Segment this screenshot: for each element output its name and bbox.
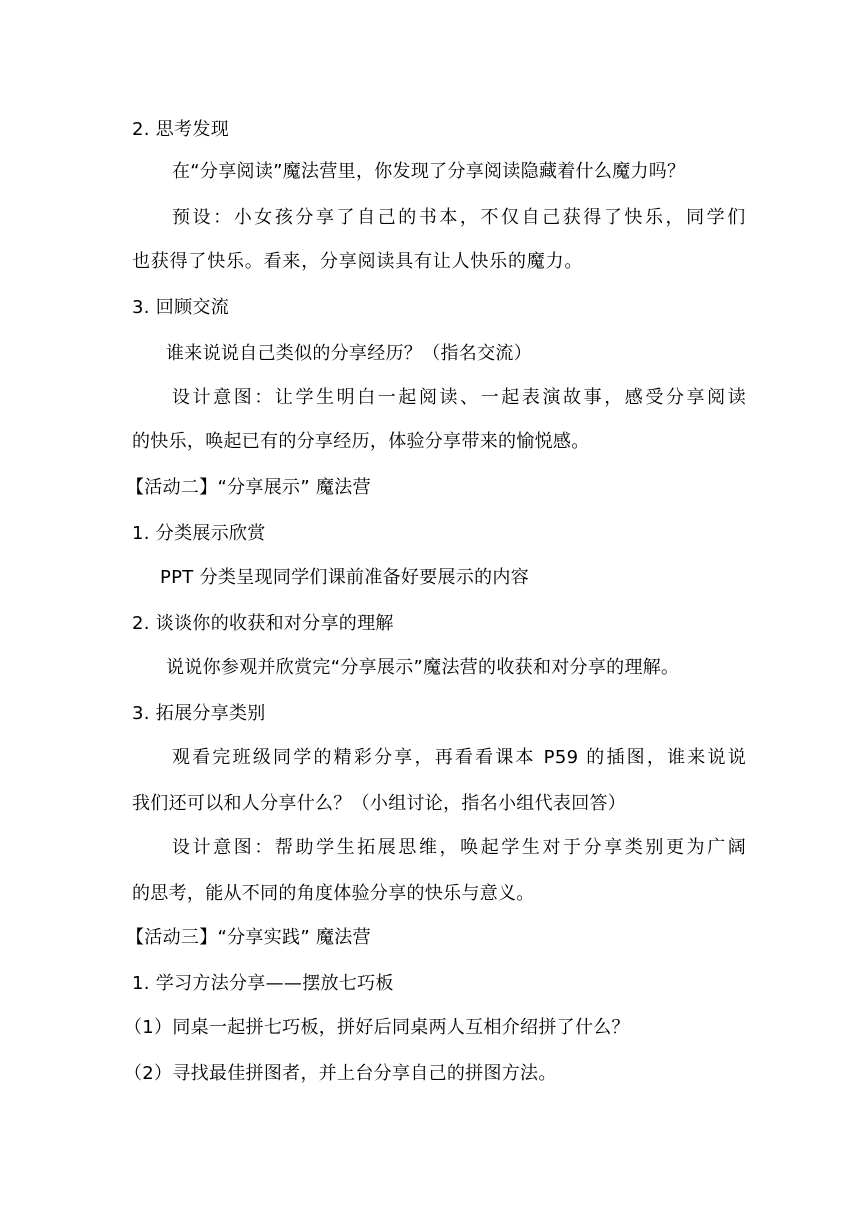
text-line: 我们还可以和人分享什么？（小组讨论，指名小组代表回答） bbox=[132, 793, 627, 814]
text-line: 【活动二】“分享展示” 魔法营 bbox=[126, 477, 371, 498]
text-line: 设计意图：帮助学生拓展思维，唤起学生对于分享类别更为广阔 bbox=[172, 837, 746, 858]
text-line: 的快乐，唤起已有的分享经历，体验分享带来的愉悦感。 bbox=[132, 431, 590, 452]
text-line: 观看完班级同学的精彩分享，再看看课本 P59 的插图，谁来说说 bbox=[172, 747, 746, 768]
text-line: 1. 学习方法分享——摆放七巧板 bbox=[132, 973, 394, 994]
text-line: 说说你参观并欣赏完“分享展示”魔法营的收获和对分享的理解。 bbox=[166, 657, 680, 678]
text-line: （1）同桌一起拼七巧板，拼好后同桌两人互相介绍拼了什么？ bbox=[124, 1017, 630, 1038]
text-line: 3. 拓展分享类别 bbox=[132, 703, 266, 724]
text-line: 3. 回顾交流 bbox=[132, 297, 229, 318]
text-line: 2. 谈谈你的收获和对分享的理解 bbox=[132, 613, 394, 634]
text-line: 设计意图：让学生明白一起阅读、一起表演故事，感受分享阅读 bbox=[172, 387, 746, 408]
text-line: （2）寻找最佳拼图者，并上台分享自己的拼图方法。 bbox=[124, 1063, 557, 1084]
text-line: 也获得了快乐。看来，分享阅读具有让人快乐的魔力。 bbox=[132, 251, 584, 272]
text-line: 1. 分类展示欣赏 bbox=[132, 523, 266, 544]
text-line: 的思考，能从不同的角度体验分享的快乐与意义。 bbox=[132, 883, 535, 904]
text-line: PPT 分类呈现同学们课前准备好要展示的内容 bbox=[160, 567, 530, 588]
text-line: 【活动三】“分享实践” 魔法营 bbox=[126, 927, 371, 948]
text-line: 2. 思考发现 bbox=[132, 119, 229, 140]
text-line: 谁来说说自己类似的分享经历？（指名交流） bbox=[166, 343, 532, 364]
text-line: 预设：小女孩分享了自己的书本，不仅自己获得了快乐，同学们 bbox=[172, 207, 746, 228]
text-line: 在“分享阅读”魔法营里，你发现了分享阅读隐藏着什么魔力吗？ bbox=[172, 161, 686, 182]
